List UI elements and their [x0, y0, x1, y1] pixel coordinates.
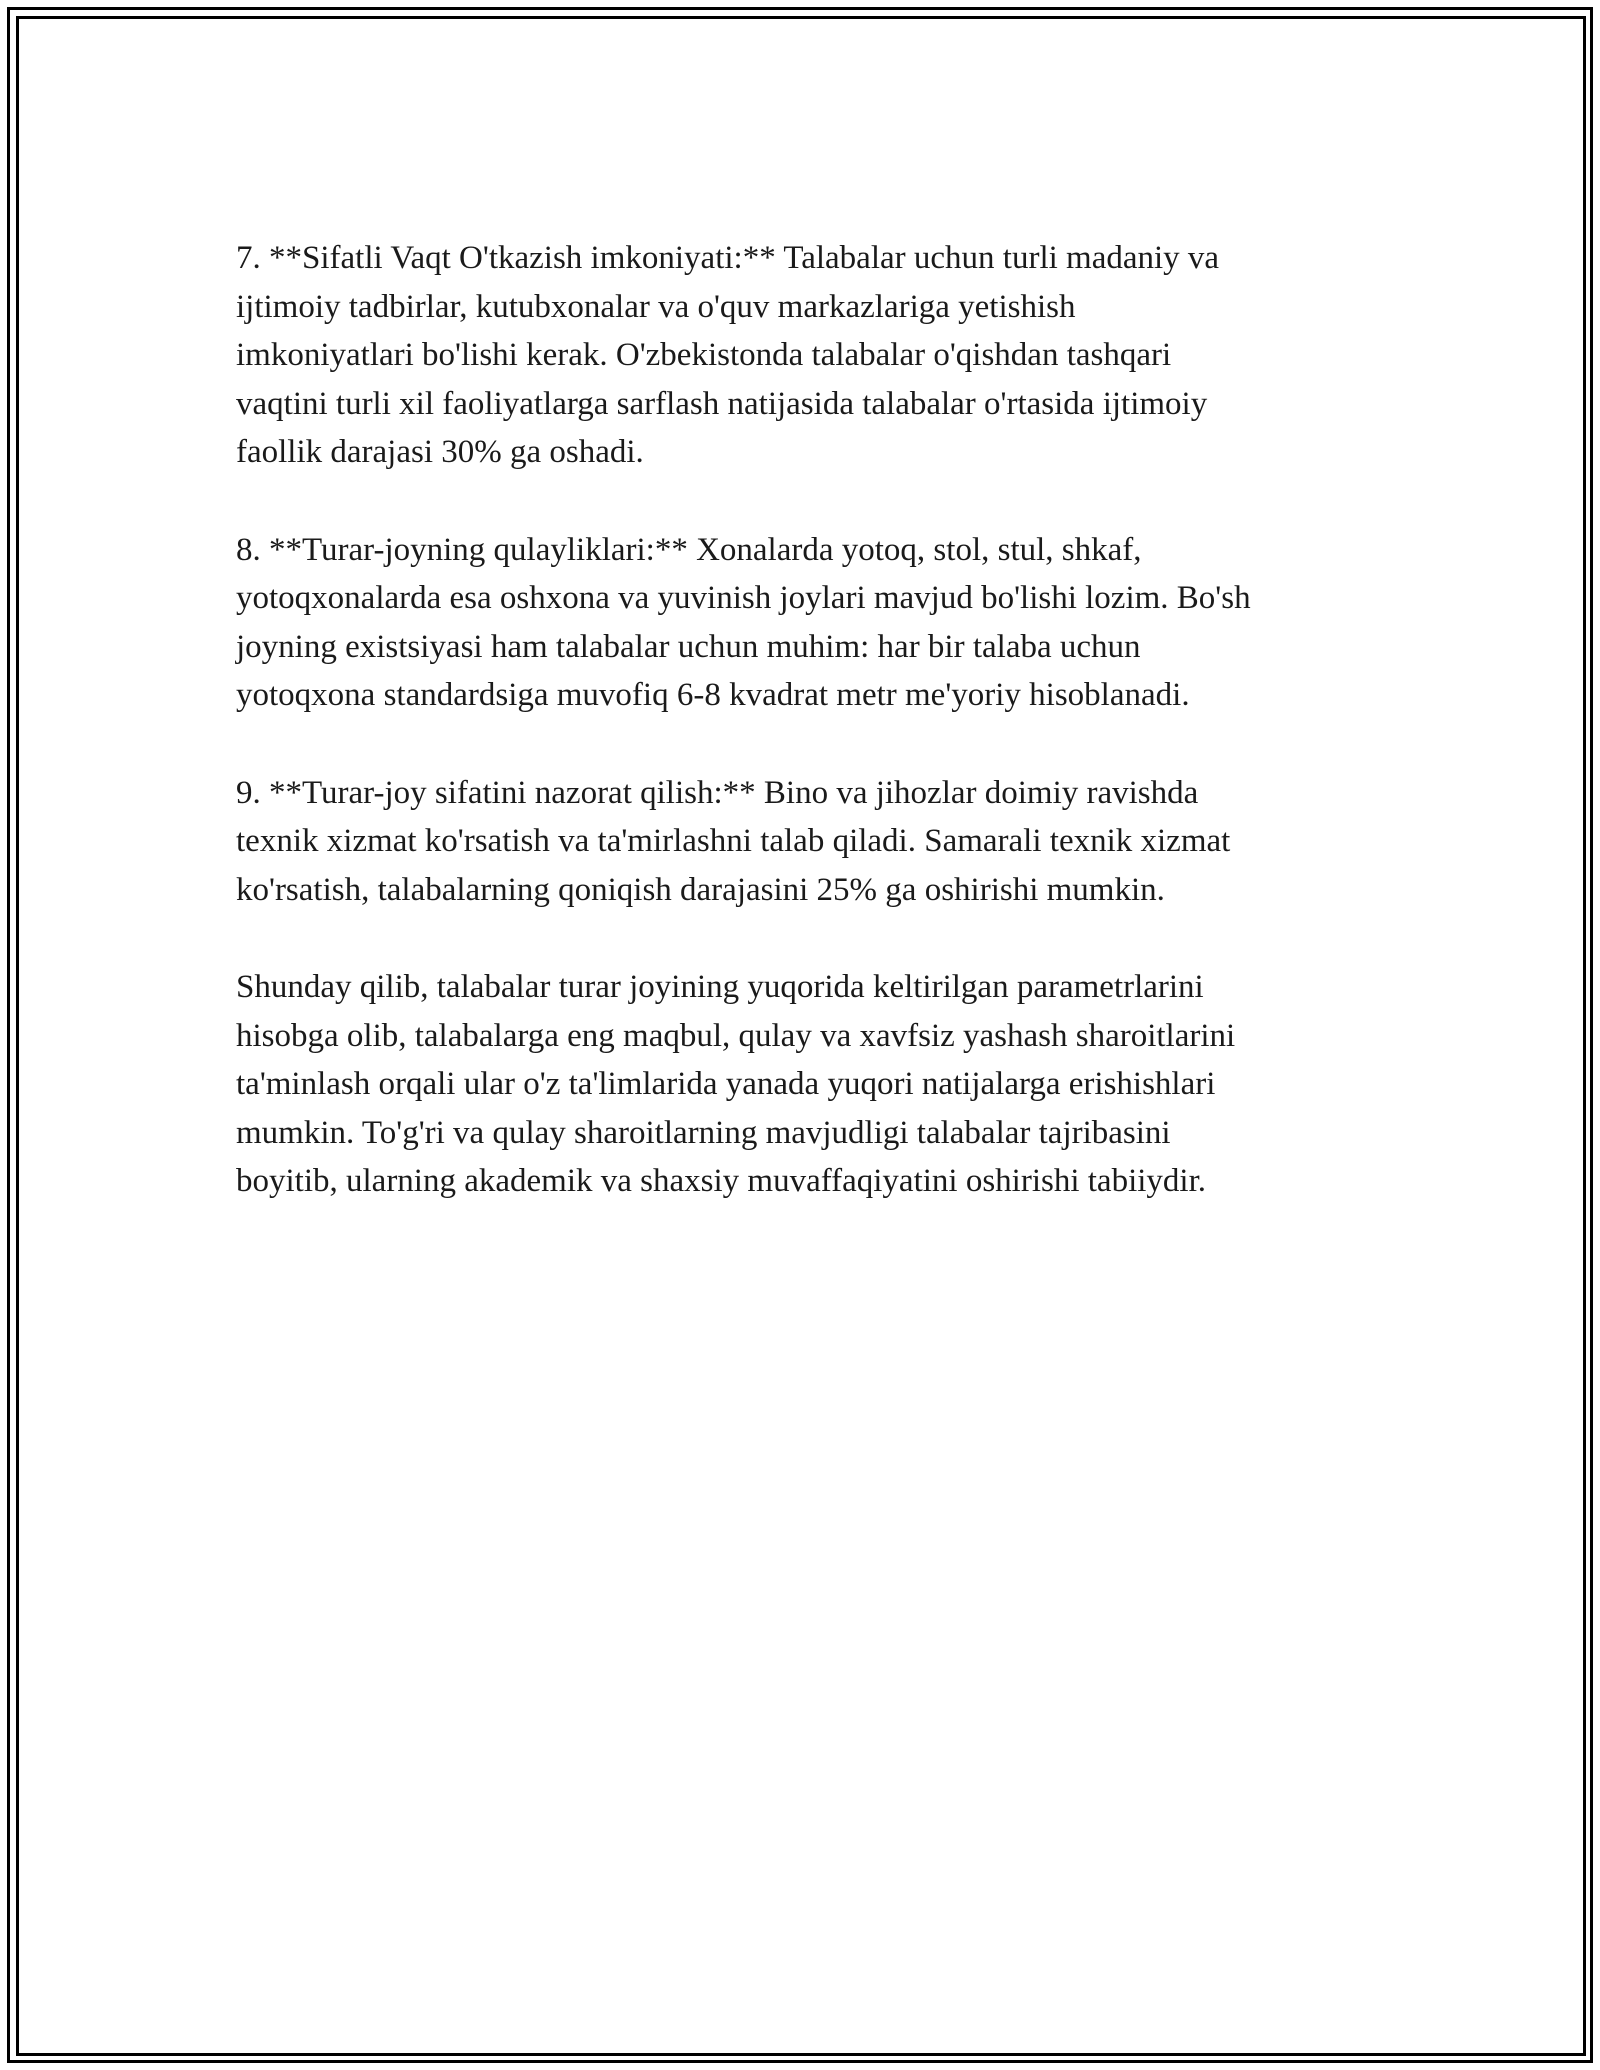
- paragraph-item-9: 9. **Turar-joy sifatini nazorat qilish:** Bino va jihozlar doimiy ravishda texnik xizmat ko'rsatish va ta'mirlashni talab qiladi. Samarali texnik xizmat ko'rsatish, talabalarning qoniqish darajasini 25% ga oshirishi mumkin.: [236, 774, 1231, 908]
- paragraph-conclusion: Shunday qilib, talabalar turar joyining yuqorida keltirilgan parametrlarini hisobga olib, talabalarga eng maqbul, qulay va xavfsiz yashash sharoitlarini ta'minlash orqali ular o'z ta'limlarida yanada yuqori natijalarga erishishlari mumkin. To'g'ri va qulay sharoitlarning mavjudligi talabalar tajribasini boyitib, ularning akademik va shaxsiy muvaffaqiyatini oshirishi tabiiydir.: [236, 969, 1236, 1199]
- paragraph-item-7: 7. **Sifatli Vaqt O'tkazish imkoniyati:** Talabalar uchun turli madaniy va ijtimoiy tadbirlar, kutubxonalar va o'quv markazlariga yetishish imkoniyatlari bo'lishi kerak. O'zbekistonda talabalar o'qishdan tashqari vaqtini turli xil faoliyatlarga sarflash natijasida talabalar o'rtasida ijtimoiy faollik darajasi 30% ga oshadi.: [236, 240, 1220, 470]
- document-body: [236, 234, 1376, 1255]
- paragraph-item-8: 8. **Turar-joyning qulayliklari:** Xonalarda yotoq, stol, stul, shkaf, yotoqxonalarda esa oshxona va yuvinish joylari mavjud bo'lishi lozim. Bo'sh joyning existsiyasi ham talabalar uchun muhim: har bir talaba uchun yotoqxona standardsiga muvofiq 6-8 kvadrat metr me'yoriy hisoblanadi.: [236, 531, 1251, 713]
